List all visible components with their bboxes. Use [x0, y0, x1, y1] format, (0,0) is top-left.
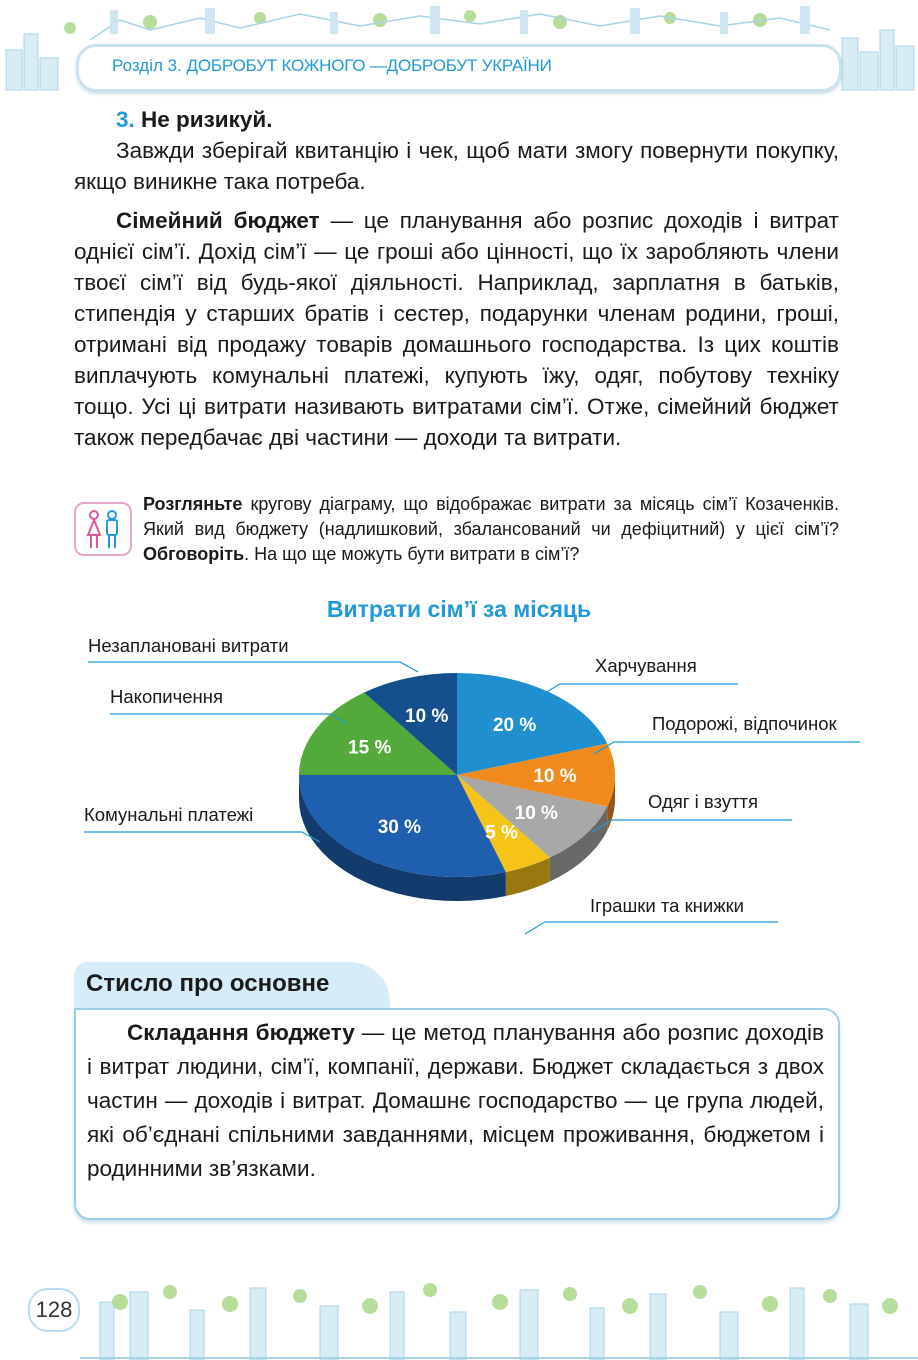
pie-category-label: Харчування: [595, 655, 697, 676]
pie-leader-line: [110, 714, 348, 724]
pie-leader-line: [594, 742, 860, 754]
pie-value-label: 5 %: [485, 822, 518, 844]
pie-category-label: Незаплановані витрати: [88, 635, 289, 656]
pie-category-label: Іграшки та книжки: [590, 895, 745, 916]
pie-value-label: 10 %: [514, 803, 558, 825]
summary-heading: Стисло про основне: [86, 970, 330, 997]
rule-title: [74, 104, 839, 135]
pie-value-label: 30 %: [377, 817, 422, 839]
section-label: Розділ 3.: [112, 56, 182, 75]
pie-value-label: 20 %: [492, 714, 537, 736]
rule-title-text: Не ризикуй.: [141, 107, 273, 132]
pie-value-label: 10 %: [405, 705, 449, 727]
people-pair-icon: [74, 502, 132, 556]
budget-definition: — це планування або розпис доходів і витрат однієї сім’ї. Дохід сім’ї — це гроші або цінності, що їх заробляють члени твоєї сім’ї від будь-якої діяльності. Наприклад, зарплатня в батьків, стипендія у старших братів і сестер, подарунки членам родини, гроші, отримані від продажу товарів домашнього господарства. Із цих коштів виплачують комунальні платежі, купують їжу, одяг, побутову техніку тощо. Усі ці витрати називають витратами сім’ї. Отже, сімейний бюджет також передбачає дві частини — доходи та витрати.: [74, 208, 839, 450]
pie-chart: [0, 620, 918, 950]
pie-category-label: Накопичення: [110, 686, 223, 707]
pie-category-label: Одяг і взуття: [648, 791, 759, 812]
pie-category-label: Подорожі, відпочинок: [652, 713, 837, 734]
budget-paragraph: [74, 205, 839, 453]
discussion-text-2: . На що ще можуть бути витрати в сім’ї?: [244, 544, 580, 564]
chapter-header: [112, 56, 552, 76]
summary-definition: — це метод планування або розпис доходів і витрат людини, сім’ї, компанії, держави. Бюджет складається з двох частин — доходів і витрат. Домашнє господарство — це група людей, які об’єднані спільними завданнями, місцем проживання, бюджетом і родинними зв’язками.: [87, 1020, 824, 1181]
pie-leader-line: [592, 820, 792, 832]
pie-leader-line: [525, 922, 778, 934]
rule-text: Завжди зберігай квитанцію і чек, щоб мати змогу повернути покупку, якщо виникне така потреба.: [74, 138, 839, 194]
chart-title: Витрати сім’ї за місяць: [326, 596, 592, 622]
summary-text: [87, 1016, 824, 1186]
pie-value-label: 15 %: [348, 737, 392, 759]
pie-value-label: 10 %: [533, 766, 577, 787]
discussion-bold-2: Обговоріть: [143, 544, 245, 564]
rule-paragraph: [74, 104, 839, 197]
budget-term: Сімейний бюджет: [116, 208, 320, 233]
page-number: 128: [28, 1288, 80, 1332]
pie-leader-line: [84, 832, 320, 842]
discussion-lead: Розгляньте: [143, 494, 243, 514]
pie-leader-line: [88, 662, 418, 672]
pie-leader-line: [540, 684, 738, 696]
summary-term: Складання бюджету: [127, 1020, 355, 1045]
city-skyline-bottom-decoration: [0, 1262, 918, 1360]
discussion-text-1: кругову діаграму, що відображає витрати за місяць сім’ї Козаченків. Який вид бюджету (надлишковий, збалансований чи дефіцитний) у цієї сім’ї?: [143, 494, 839, 539]
pie-category-label: Комунальні платежі: [84, 804, 254, 825]
discussion-task: [143, 492, 839, 567]
rule-number: 3.: [116, 107, 135, 132]
section-topic: ДОБРОБУТ КОЖНОГО —ДОБРОБУТ УКРАЇНИ: [186, 56, 552, 75]
